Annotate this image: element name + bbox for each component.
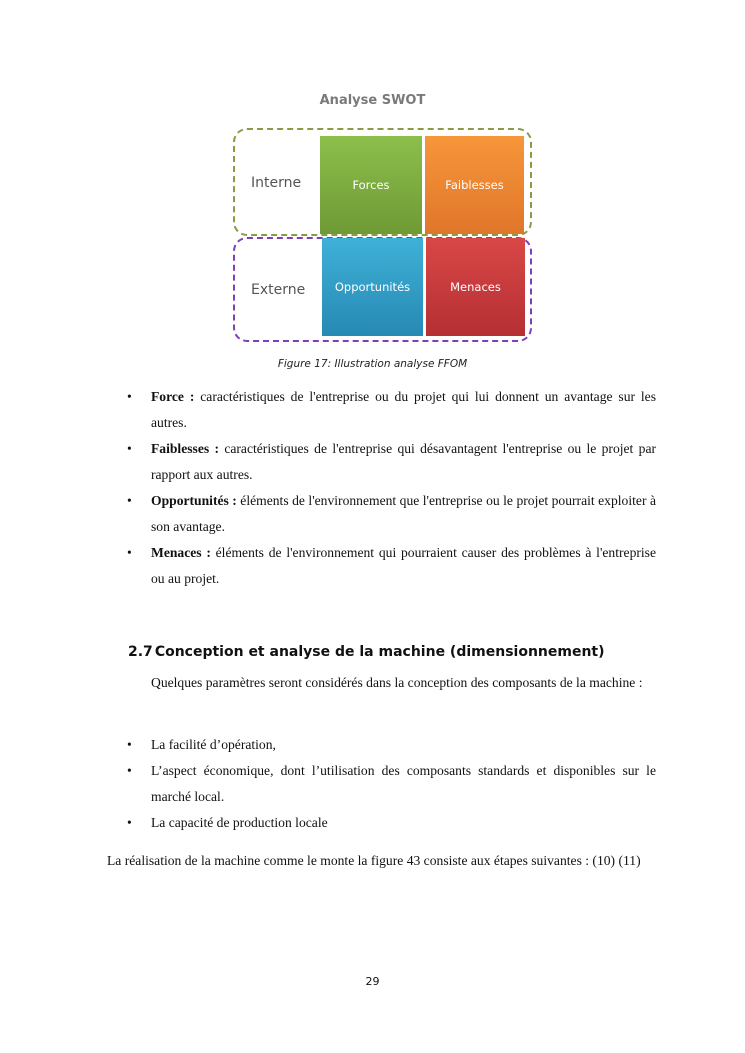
intro-paragraph: Quelques paramètres seront considérés dans la conception des composants de la machine : bbox=[151, 675, 643, 690]
list-item bbox=[107, 436, 656, 488]
list-item-term: Menaces : bbox=[151, 545, 211, 560]
swot-cell-forces: Forces bbox=[320, 136, 422, 234]
list-item-text: caractéristiques de l'entreprise qui désavantagent l'entreprise ou le projet par rapport aux autres. bbox=[151, 441, 656, 482]
list-item: • L’aspect économique, dont l’utilisation des composants standards et disponibles sur le marché local. bbox=[107, 758, 656, 810]
section-number: 2.7 bbox=[128, 644, 153, 660]
swot-cell-menaces: Menaces bbox=[426, 238, 525, 336]
list-item-term: Force : bbox=[151, 389, 195, 404]
list-item: • La facilité d’opération, bbox=[107, 732, 656, 758]
list-item-text: éléments de l'environnement que l'entreprise ou le projet pourrait exploiter à son avantage. bbox=[151, 493, 656, 534]
swot-cell-faiblesses: Faiblesses bbox=[425, 136, 524, 234]
list-item-term: Opportunités : bbox=[151, 493, 237, 508]
page-number: 29 bbox=[365, 975, 380, 988]
figure-caption: Figure 17: Illustration analyse FFOM bbox=[277, 358, 468, 370]
list-item bbox=[107, 384, 656, 436]
group-interne-label: Interne bbox=[251, 175, 302, 191]
section-title: Conception et analyse de la machine (dimensionnement) bbox=[154, 644, 605, 660]
swot-definition-list bbox=[107, 384, 656, 592]
list-item-term: Faiblesses : bbox=[151, 441, 219, 456]
figure-title: Analyse SWOT bbox=[319, 93, 426, 108]
list-item-text: caractéristiques de l'entreprise ou du projet qui lui donnent un avantage sur les autres. bbox=[151, 389, 656, 430]
list-item-text: éléments de l'environnement qui pourraient causer des problèmes à l'entreprise ou au projet. bbox=[151, 545, 656, 586]
criteria-list bbox=[107, 732, 656, 836]
list-item bbox=[107, 488, 656, 540]
section-heading bbox=[128, 644, 605, 660]
swot-cell-opportunites: Opportunités bbox=[322, 238, 423, 336]
closing-paragraph: La réalisation de la machine comme le monte la figure 43 consiste aux étapes suivantes : (10) (11) bbox=[107, 853, 641, 868]
list-item bbox=[107, 540, 656, 592]
group-externe-label: Externe bbox=[251, 282, 306, 298]
list-item: • La capacité de production locale bbox=[107, 810, 656, 836]
